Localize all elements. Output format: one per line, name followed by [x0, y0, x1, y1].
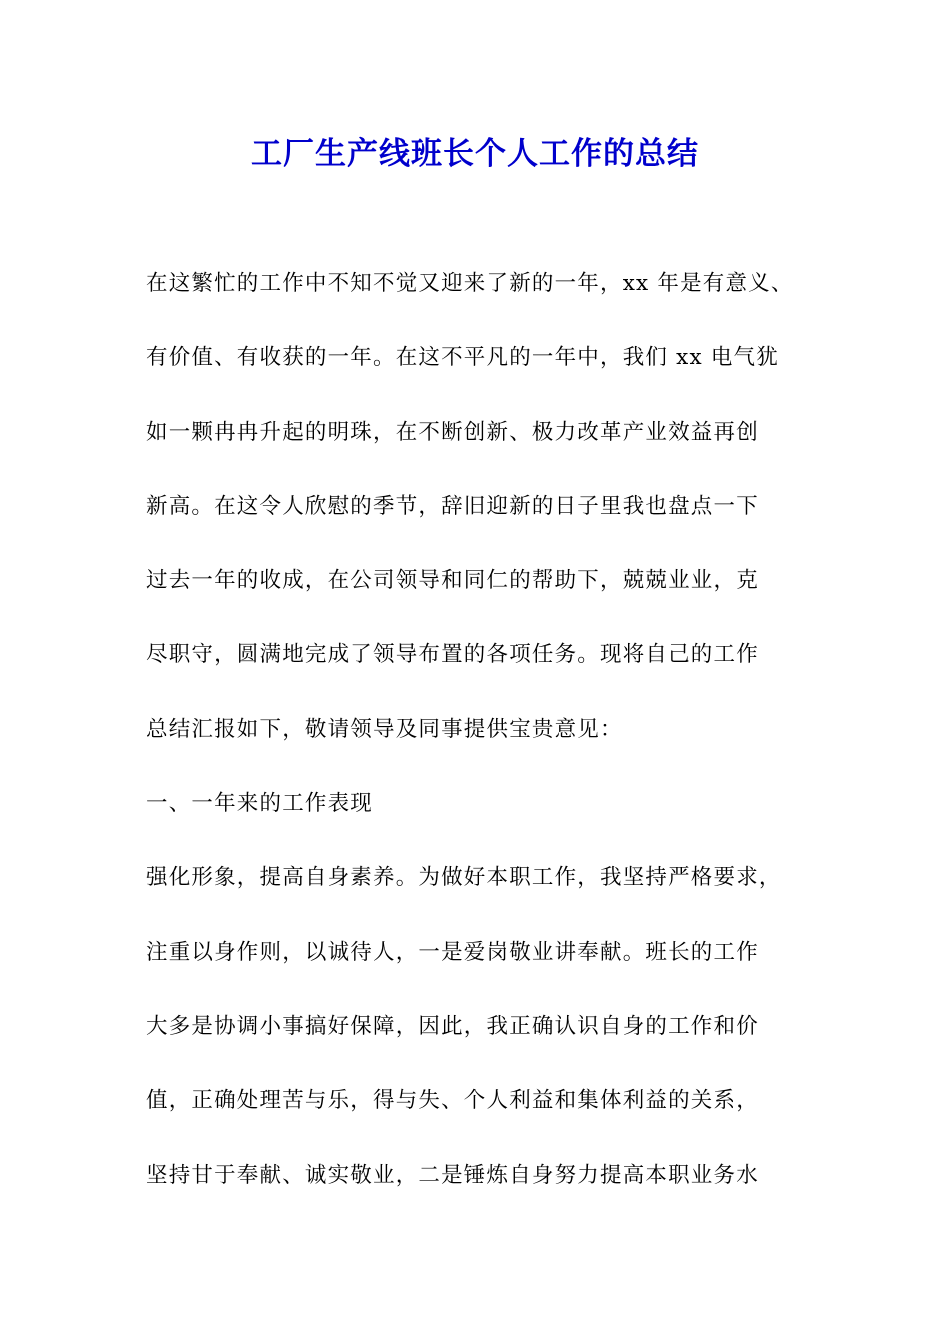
body-line: 值，正确处理苦与乐，得与失、个人利益和集体利益的关系， — [146, 1088, 759, 1114]
document-title: 工厂生产线班长个人工作的总结 — [251, 136, 699, 172]
body-line: 在这繁忙的工作中不知不觉又迎来了新的一年，xx 年是有意义、 — [146, 271, 794, 296]
body-line: 尽职守，圆满地完成了领导布置的各项任务。现将自己的工作 — [146, 642, 759, 668]
body-line: 总结汇报如下，敬请领导及同事提供宝贵意见： — [146, 716, 623, 742]
document-body — [146, 262, 836, 1228]
section-heading: 一、一年来的工作表现 — [146, 791, 374, 817]
body-line: 强化形象，提高自身素养。为做好本职工作，我坚持严格要求， — [146, 865, 782, 891]
body-line: 如一颗冉冉升起的明珠，在不断创新、极力改革产业效益再创 — [146, 419, 759, 445]
body-line: 有价值、有收获的一年。在这不平凡的一年中，我们 xx 电气犹 — [146, 345, 779, 371]
body-line: 过去一年的收成，在公司领导和同仁的帮助下，兢兢业业，克 — [146, 568, 759, 594]
body-line: 坚持甘于奉献、诚实敬业，二是锤炼自身努力提高本职业务水 — [146, 1162, 759, 1188]
body-line: 新高。在这令人欣慰的季节，辞旧迎新的日子里我也盘点一下 — [146, 493, 759, 519]
body-line: 大多是协调小事搞好保障，因此，我正确认识自身的工作和价 — [146, 1013, 759, 1039]
body-line: 注重以身作则，以诚待人，一是爱岗敬业讲奉献。班长的工作 — [146, 939, 759, 965]
